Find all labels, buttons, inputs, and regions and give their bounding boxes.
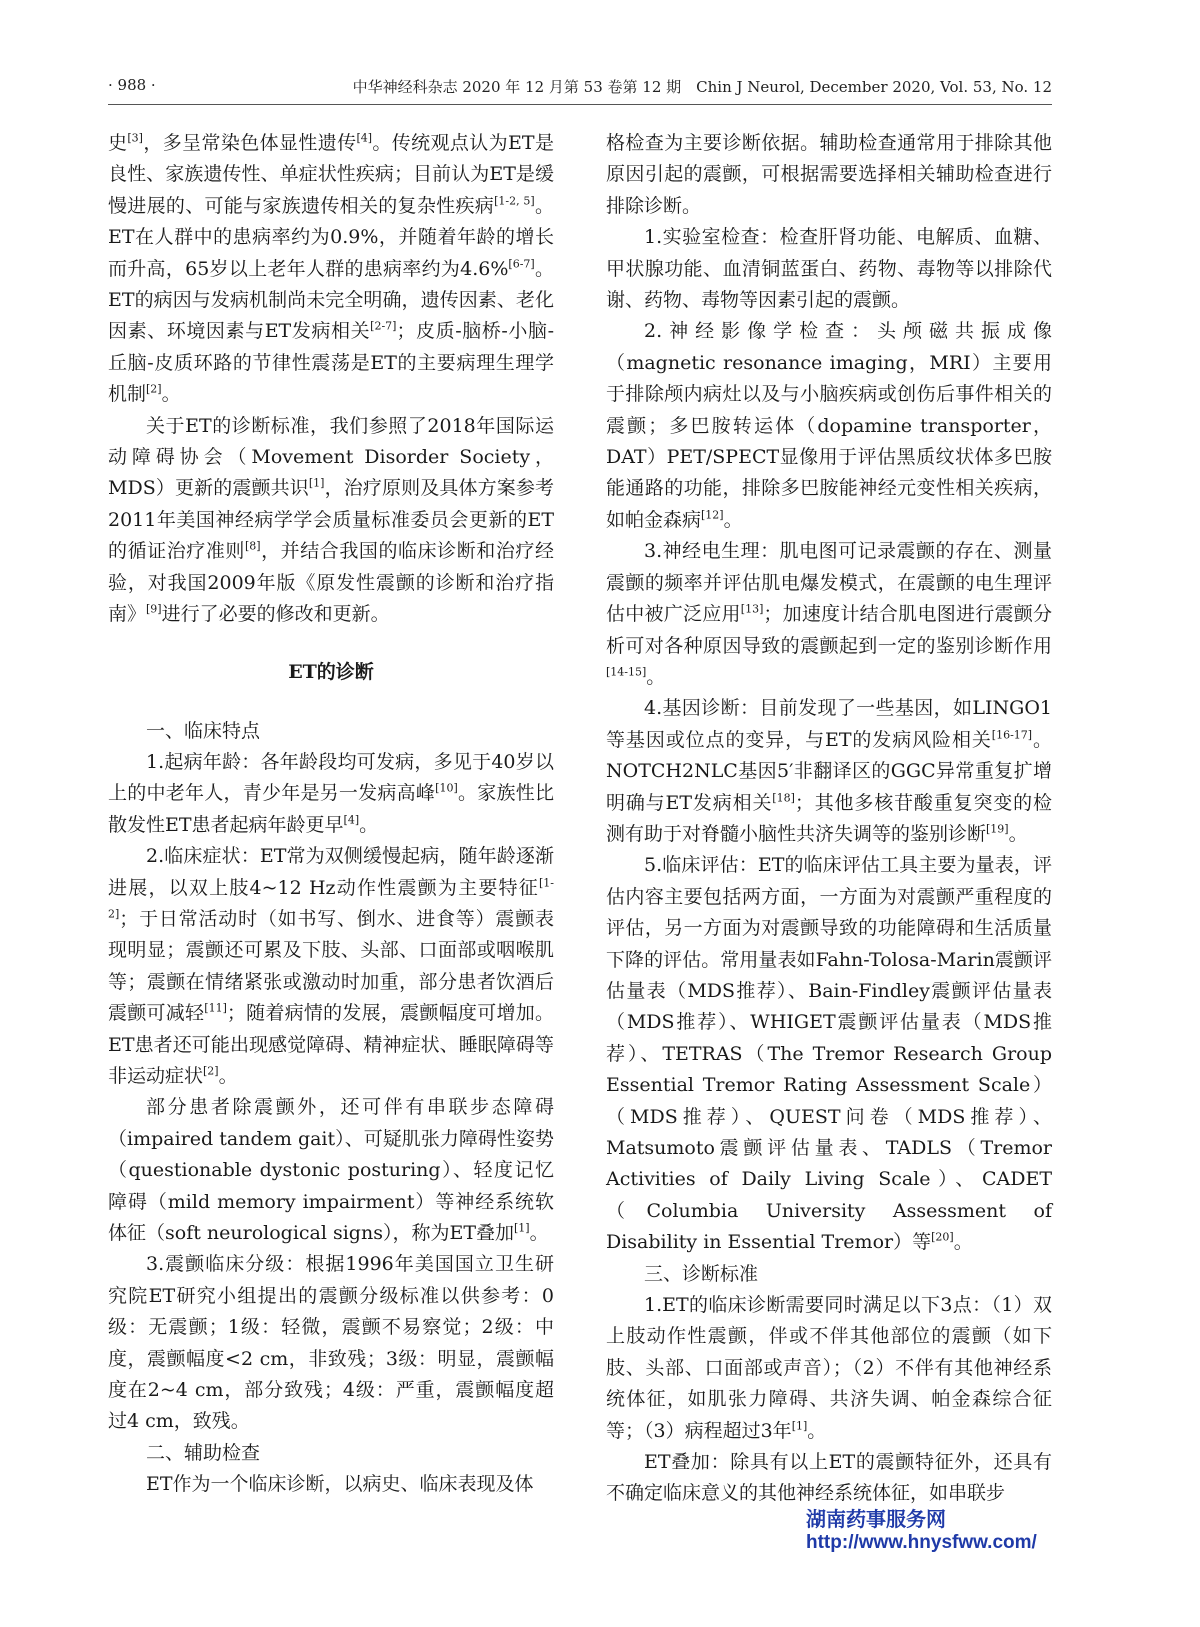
text-run: 。传统观点认为ET是良性、家族遗传性、单症状性疾病；目前认为ET是缓慢进展的、可能与家族遗传相关的复杂性疾病	[108, 132, 554, 217]
citation-marker: [12]	[701, 508, 724, 522]
text-run: 。家族性比散发性ET患者起病年龄更早	[108, 782, 554, 836]
citation-marker: [4]	[343, 813, 360, 827]
paragraph	[108, 128, 554, 411]
text-run: ；其他多核苷酸重复突变的检测有助于对脊髓小脑性共济失调等的鉴别诊断	[606, 791, 1052, 845]
paragraph	[606, 850, 1052, 1258]
text-run: 2.临床症状：ET常为双侧缓慢起病，随年龄逐渐进展，以双上肢4~12 Hz动作性震颤为主要特征	[108, 845, 554, 899]
paragraph	[108, 747, 554, 841]
text-run: 3.震颤临床分级：根据1996年美国国立卫生研究院ET研究小组提出的震颤分级标准以供参考：0级：无震颤；1级：轻微，震颤不易察觉；2级：中度，震颤幅度<2 cm，非致残；3级：明显，震颤幅度在2~4 cm，部分致残；4级：严重，震颤幅度超过4 cm，致残。	[108, 1253, 554, 1433]
text-run: ；加速度计结合肌电图进行震颤分析可对各种原因导致的震颤起到一定的鉴别诊断作用	[606, 603, 1052, 657]
paragraph	[108, 1249, 554, 1437]
citation-marker: [19]	[986, 822, 1009, 836]
paragraph	[606, 316, 1052, 536]
text-run: ；于日常活动时（如书写、倒水、进食等）震颤表现明显；震颤还可累及下肢、头部、口面部或咽喉肌等；震颤在情绪紧张或激动时加重，部分患者饮酒后震颤可减轻	[108, 907, 554, 1025]
text-run: ，并结合我国的临床诊断和治疗经验，对我国2009年版《原发性震颤的诊断和治疗指南》	[108, 540, 554, 626]
citation-marker: [16-17]	[991, 728, 1033, 742]
text-run: 1.起病年龄：各年龄段均可发病，多见于40岁以上的中老年人，青少年是另一发病高峰	[108, 750, 554, 805]
subsection-title: 三、诊断标准	[644, 1262, 759, 1285]
text-run: 。	[359, 813, 379, 836]
subsection-title: 一、临床特点	[146, 719, 261, 742]
citation-marker: [6-7]	[508, 257, 535, 271]
citation-marker: [20]	[931, 1230, 954, 1244]
citation-marker: [18]	[772, 791, 795, 805]
text-run: 。	[529, 1222, 549, 1244]
text-run: 。	[807, 1419, 827, 1442]
paragraph	[606, 128, 1052, 222]
journal-citation: 中华神经科杂志 2020 年 12 月第 53 卷第 12 期 Chin J Neurol, December 2020, Vol. 53, No. 12	[352, 78, 1052, 96]
citation-marker: [14-15]	[606, 665, 647, 679]
left-column	[108, 128, 554, 1501]
citation-marker: [8]	[244, 539, 261, 553]
section-heading: ET的诊断	[288, 660, 374, 683]
watermark	[806, 1503, 1066, 1554]
text-run: 。ET的病因与发病机制尚未完全明确，遗传因素、老化因素、环境因素与ET发病相关	[108, 257, 554, 343]
text-run: 。NOTCH2NLC基因5′非翻译区的GGC异常重复扩增明确与ET发病相关	[606, 728, 1052, 814]
citation-marker: [1-2]	[108, 876, 554, 921]
citation-marker: [2-7]	[370, 320, 397, 334]
watermark-site-name: 湖南药事服务网	[806, 1509, 946, 1531]
paragraph	[108, 1092, 554, 1249]
citation-marker: [1]	[308, 477, 325, 491]
text-run: 史	[108, 132, 128, 154]
citation-marker: [10]	[435, 781, 458, 795]
citation-marker: [3]	[127, 131, 143, 145]
text-run: 。	[646, 665, 666, 688]
text-run: 3.神经电生理：肌电图可记录震颤的存在、测量震颤的频率并评估肌电爆发模式，在震颤的电生理评估中被广泛应用	[606, 540, 1052, 626]
text-run: 。ET在人群中的患病率约为0.9%，并随着年龄的增长而升高，65岁以上老年人群的患病率约为4.6%	[108, 194, 554, 280]
text-run: 1.实验室检查：检查肝肾功能、电解质、血糖、甲状腺功能、血清铜蓝蛋白、药物、毒物等以排除代谢、药物、毒物等因素引起的震颤。	[606, 226, 1052, 312]
paragraph	[606, 536, 1052, 693]
text-run: 1.ET的临床诊断需要同时满足以下3点：（1）双上肢动作性震颤，伴或不伴其他部位的震颤（如下肢、头部、口面部或声音）；（2）不伴有其他神经系统体征，如肌张力障碍、共济失调、帕金森综合征等；（3）病程超过3年	[606, 1294, 1052, 1442]
page-number: · 988 ·	[108, 76, 156, 94]
text-run: ET作为一个临床诊断，以病史、临床表现及体	[146, 1473, 534, 1496]
text-run: ET叠加：除具有以上ET的震颤特征外，还具有不确定临床意义的其他神经系统体征，如串联步	[606, 1451, 1052, 1505]
text-run: ；皮质-脑桥-小脑-丘脑-皮质环路的节律性震荡是ET的主要病理生理学机制	[108, 320, 555, 406]
subsection-title: 二、辅助检查	[146, 1441, 261, 1464]
citation-marker: [11]	[204, 1001, 227, 1015]
text-run: 。	[1008, 822, 1028, 845]
paragraph	[108, 1469, 554, 1500]
paragraph	[606, 1290, 1052, 1447]
text-run: 格检查为主要诊断依据。辅助检查通常用于排除其他原因引起的震颤，可根据需要选择相关辅助检查进行排除诊断。	[606, 132, 1052, 217]
text-run: 2.神经影像学检查：头颅磁共振成像（magnetic resonance imaging，MRI）主要用于排除颅内病灶以及与小脑疾病或创伤后事件相关的震颤；多巴胺转运体（dopamine transporter，DAT）PET/SPECT显像用于评估黑质纹状体多巴胺能通路的功能，排除多巴胺能神经元变性相关疾病，如帕金森病	[606, 320, 1052, 531]
citation-marker: [4]	[356, 131, 373, 145]
citation-marker: [2]	[203, 1064, 219, 1078]
text-run: 部分患者除震颤外，还可伴有串联步态障碍（impaired tandem gait）、可疑肌张力障碍性姿势（questionable dystonic posturing）、轻度记忆障碍（mild memory impairment）等神经系统软体征（soft neurological signs），称为ET叠加	[108, 1096, 554, 1244]
paragraph	[606, 693, 1052, 850]
running-header	[108, 76, 1052, 102]
text-run: 。	[218, 1064, 238, 1087]
watermark-url: http://www.hnysfww.com/	[806, 1532, 1037, 1553]
citation-marker: [1]	[791, 1419, 808, 1433]
text-run: 5.临床评估：ET的临床评估工具主要为量表，评估内容主要包括两方面，一方面为对震颤严重程度的评估，另一方面为对震颤导致的功能障碍和生活质量下降的评估。常用量表如Fahn-Tolosa-Marin震颤评估量表（MDS推荐）、Bain-Findley震颤评估量表（MDS推荐）、WHIGET震颤评估量表（MDS推荐）、TETRAS（The Tremor Research Group Essential Tremor Rating Assessment Scale）（MDS推荐）、QUEST问卷（MDS推荐）、Matsumoto震颤评估量表、TADLS（Tremor Activities of Daily Living Scale）、CADET（Columbia University Assessment of Disability in Essential Tremor）等	[606, 854, 1052, 1254]
citation-marker: [9]	[146, 602, 162, 616]
text-run: 。	[953, 1231, 973, 1254]
text-run: 4.基因诊断：目前发现了一些基因，如LINGO1等基因或位点的变异，与ET的发病风险相关	[606, 697, 1052, 751]
paragraph	[108, 841, 554, 1092]
text-run: ，多呈常染色体显性遗传	[142, 132, 357, 154]
citation-marker: [13]	[740, 602, 764, 616]
citation-marker: [2]	[146, 382, 162, 396]
text-run: 。	[723, 508, 743, 531]
text-run: ；随着病情的发展，震颤幅度可增加。ET患者还可能出现感觉障碍、精神症状、睡眠障碍等非运动症状	[108, 1002, 554, 1087]
citation-marker: [1-2, 5]	[494, 194, 535, 208]
text-run: 进行了必要的修改和更新。	[161, 603, 390, 626]
text-run: ，治疗原则及具体方案参考2011年美国神经病学学会质量标准委员会更新的ET的循证治疗准则	[108, 477, 554, 563]
text-run: 关于ET的诊断标准，我们参照了2018年国际运动障碍协会（Movement Disorder Society，MDS）更新的震颤共识	[108, 414, 554, 500]
paragraph	[606, 1447, 1052, 1510]
paragraph	[108, 411, 554, 631]
text-run: 。	[161, 383, 181, 406]
header-rule	[108, 104, 1052, 105]
citation-marker: [1]	[514, 1221, 530, 1235]
right-column	[606, 128, 1052, 1510]
paragraph	[606, 222, 1052, 316]
